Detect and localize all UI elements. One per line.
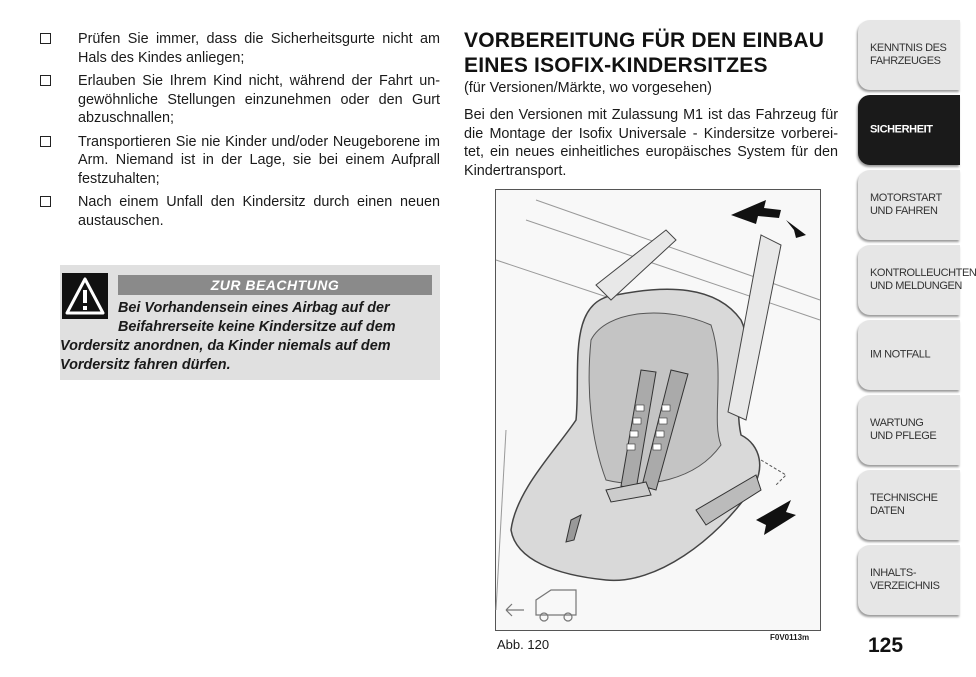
tab-kenntnis-des-fahrzeuges[interactable]: KENNTNIS DES FAHRZEUGES bbox=[858, 20, 960, 90]
bullet-text: Erlauben Sie Ihrem Kind nicht, während der Fahrt un-gewöhnliche Stellungen einzunehmen oder den Gurt abzuschnallen; bbox=[78, 73, 440, 126]
section-paragraph: Bei den Versionen mit Zulassung M1 ist das Fahrzeug für die Montage der Isofix Universale - Kindersitze vorberei-tet, ein neues einheitliches europäisches System für den Kindertransport. bbox=[464, 107, 838, 179]
checkbox-bullet-icon bbox=[40, 33, 51, 44]
warning-box bbox=[60, 265, 440, 380]
tab-motorstart-und-fahren[interactable]: MOTORSTART UND FAHREN bbox=[858, 170, 960, 240]
figure-code: F0V0113m bbox=[770, 633, 810, 642]
checkbox-bullet-icon bbox=[40, 136, 51, 147]
tab-wartung-und-pflege[interactable]: WARTUNG UND PFLEGE bbox=[858, 395, 960, 465]
chapter-tabs bbox=[858, 20, 976, 620]
child-seat-illustration bbox=[495, 189, 821, 631]
bullet-list bbox=[40, 30, 440, 235]
tab-sicherheit[interactable]: SICHERHEIT bbox=[858, 95, 960, 165]
tab-kontrolleuchten[interactable]: KONTROLLEUCHTEN UND MELDUNGEN bbox=[858, 245, 960, 315]
list-item bbox=[40, 193, 440, 230]
checkbox-bullet-icon bbox=[40, 75, 51, 86]
warning-text: Bei Vorhandensein eines Airbag auf der Beifahrerseite keine Kindersitze auf dem Vordersitz anordnen, da Kinder niemals auf dem Vordersitz fahren dürfen. bbox=[60, 300, 396, 373]
figure-caption: Abb. 120 bbox=[497, 637, 550, 652]
tab-im-notfall[interactable]: IM NOTFALL bbox=[858, 320, 960, 390]
checkbox-bullet-icon bbox=[40, 196, 51, 207]
tab-technische-daten[interactable]: TECHNISCHE DATEN bbox=[858, 470, 960, 540]
bullet-text: Nach einem Unfall den Kindersitz durch einen neuen austauschen. bbox=[78, 194, 440, 229]
bullet-text: Transportieren Sie nie Kinder und/oder Neugeborene im Arm. Niemand ist in der Lage, sie bei einem Aufprall festzuhalten; bbox=[78, 133, 440, 187]
warning-banner: ZUR BEACHTUNG bbox=[118, 275, 432, 295]
page-number: 125 bbox=[868, 634, 904, 657]
list-item bbox=[40, 133, 440, 189]
section-heading: VORBEREITUNG FÜR DEN EINBAU EINES ISOFIX-KINDERSITZES bbox=[464, 29, 825, 77]
section-subtitle: (für Versionen/Märkte, wo vorgesehen) bbox=[464, 80, 712, 96]
list-item bbox=[40, 72, 440, 128]
bullet-text: Prüfen Sie immer, dass die Sicherheitsgurte nicht am Hals des Kindes anliegen; bbox=[78, 31, 440, 66]
list-item bbox=[40, 30, 440, 67]
tab-inhaltsverzeichnis[interactable]: INHALTS- VERZEICHNIS bbox=[858, 545, 960, 615]
